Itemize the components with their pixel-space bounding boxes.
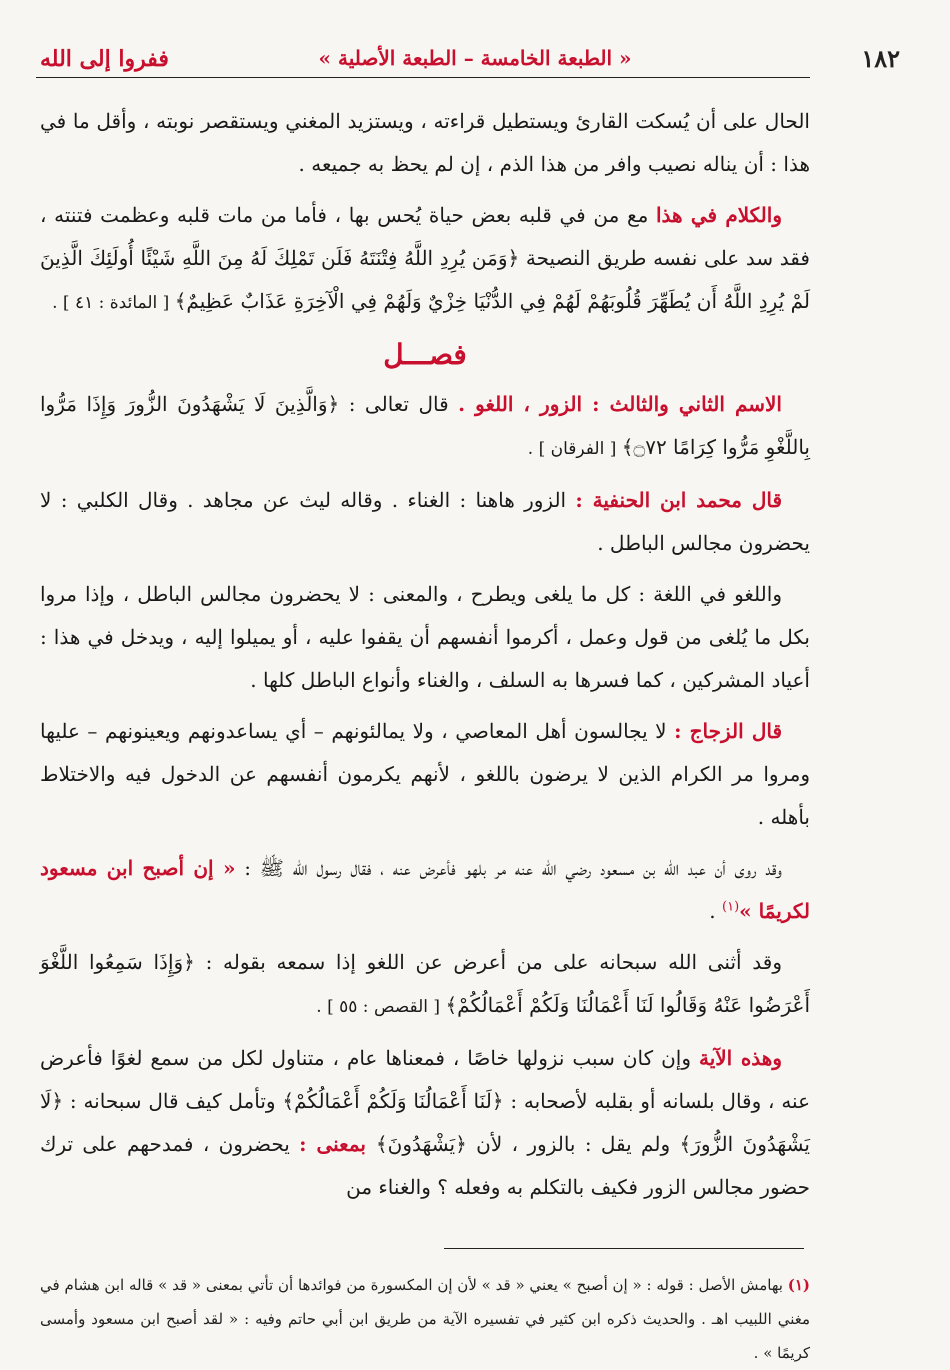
highlight-lead: الاسم الثاني والثالث : الزور ، اللغو . bbox=[458, 392, 782, 416]
section-title: فصـــل bbox=[383, 338, 467, 371]
paragraph: وهذه الآية وإن كان سبب نزولها خاصًا ، فمعناها عام ، متناول لكل من سمع لغوًا فأعرض عنه ، وقال بلسانه أو بقلبه لأصحابه : ﴿لَنَا أَعْمَالُنَا وَلَكُمْ أَعْمَالُكُمْ﴾ وتأمل كيف قال سبحانه : ﴿لَا يَشْهَدُونَ الزُّورَ﴾ ولم يقل : بالزور ، لأن ﴿يَشْهَدُونَ﴾ بمعنى : يحضرون ، فمدحهم على ترك حضور مجالس الزور فكيف بالتكلم به وفعله ؟ والغناء من bbox=[40, 1046, 811, 1199]
paragraph: قال محمد ابن الحنفية : الزور هاهنا : الغناء . وقاله ليث عن مجاهد . وقال الكلبي : لا يحضرون مجالس الباطل . bbox=[40, 488, 810, 555]
book-title: ففروا إلى الله bbox=[40, 46, 169, 72]
paragraph: واللغو في اللغة : كل ما يلغى ويطرح ، والمعنى : لا يحضرون مجالس الباطل ، وإذا مروا بكل ما يُلغى من قول وعمل ، أكرموا أنفسهم أن يقفوا عليه ، أو يميلوا إليه ، ويدخل في هذا : أعياد المشركين ، كما فسرها به السلف ، والغناء وأنواع الباطل كلها . bbox=[40, 582, 810, 692]
footnote-marker[interactable]: (١) bbox=[722, 899, 740, 915]
paragraph: وقد أثنى الله سبحانه على من أعرض عن اللغو إذا سمعه بقوله : ﴿وَإِذَا سَمِعُوا اللَّغْوَ أَعْرَضُوا عَنْهُ وَقَالُوا لَنَا أَعْمَالُنَا وَلَكُمْ أَعْمَالُكُمْ﴾ [ القصص : ٥٥ ] . bbox=[40, 950, 810, 1017]
paragraph: وقد روى أن عبد الله بن مسعود رضي الله عنه مر بلهو فأعرض عنه ، فقال رسول الله ﷺ : « إن أصبح ابن مسعود لكريمًا »$^{(١)}$ . bbox=[40, 856, 810, 923]
footnote-number: (١) bbox=[787, 1276, 810, 1294]
hadith-text: « إن أصبح ابن مسعود لكريمًا » bbox=[40, 856, 810, 923]
highlight-term: بمعنى : bbox=[299, 1132, 376, 1156]
verse-reference: [ الفرقان ] . bbox=[527, 439, 622, 459]
highlight-lead: وهذه الآية bbox=[698, 1046, 782, 1070]
quran-verse: ﴿وَإِذَا سَمِعُوا اللَّغْوَ أَعْرَضُوا عَنْهُ وَقَالُوا لَنَا أَعْمَالُنَا وَلَكُمْ أَعْمَالُكُمْ﴾ bbox=[40, 950, 810, 1017]
footnote-text: بهامش الأصل : قوله : « إن أصبح » يعني « قد » لأن إن المكسورة من فوائدها أن تأتي بمعنى « قد » قاله ابن هشام في مغني اللبيب اهـ . والحديث ذكره ابن كثير في تفسيره الآية من طريق ابن أبي حاتم وفيه : « لقد أصبح ابن مسعود وأمسى كريمًا » . bbox=[40, 1276, 810, 1362]
quran-verse: ﴿وَمَن يُرِدِ اللَّهُ فِتْنَتَهُ فَلَن تَمْلِكَ لَهُ مِنَ اللَّهِ شَيْئًا أُولَئِكَ الَّذِينَ لَمْ يُرِدِ اللَّهُ أَن يُطَهِّرَ قُلُوبَهُمْ لَهُمْ فِي الدُّنْيَا خِزْيٌ وَلَهُمْ فِي الْآخِرَةِ عَذَابٌ عَظِيمٌ﴾ bbox=[40, 246, 810, 313]
paragraph: قال الزجاج : لا يجالسون أهل المعاصي ، ولا يمالئونهم – أي يساعدونهم ويعينونهم – عليها ومروا مر الكرام الذين لا يرضون باللغو ، لأنهم يكرمون أنفسهم عن الدخول فيه والاختلاط بأهله . bbox=[40, 719, 810, 829]
paragraph: الاسم الثاني والثالث : الزور ، اللغو . قال تعالى : ﴿وَالَّذِينَ لَا يَشْهَدُونَ الزُّورَ وَإِذَا مَرُّوا بِاللَّغْوِ مَرُّوا كِرَامًا ۝٧٢﴾ [ الفرقان ] . bbox=[40, 392, 810, 459]
highlight-lead: والكلام في هذا bbox=[655, 203, 782, 227]
footnotes bbox=[40, 1268, 810, 1370]
paragraph: الحال على أن يُسكت القارئ ويستطيل قراءته ، ويستزيد المغني ويستقصر نوبته ، وأقل ما في هذا : أن يناله نصيب وافر من هذا الذم ، إن لم يحظ به جميعه . bbox=[40, 109, 810, 176]
page-number: ١٨٢ bbox=[861, 44, 900, 73]
quran-verse: ﴿لَنَا أَعْمَالُنَا وَلَكُمْ أَعْمَالُكُمْ﴾ bbox=[282, 1089, 504, 1113]
quran-verse: ﴿وَالَّذِينَ لَا يَشْهَدُونَ الزُّورَ وَإِذَا مَرُّوا بِاللَّغْوِ مَرُّوا كِرَامًا ۝٧٢﴾ bbox=[40, 392, 810, 459]
footnote-separator bbox=[444, 1248, 804, 1249]
verse-reference: [ القصص : ٥٥ ] . bbox=[316, 997, 446, 1017]
paragraph: والكلام في هذا مع من في قلبه بعض حياة يُحس بها ، فأما من مات قلبه وعظمت فتنته ، فقد سد على نفسه طريق النصيحة ﴿وَمَن يُرِدِ اللَّهُ فِتْنَتَهُ فَلَن تَمْلِكَ لَهُ مِنَ اللَّهِ شَيْئًا أُولَئِكَ الَّذِينَ لَمْ يُرِدِ اللَّهُ أَن يُطَهِّرَ قُلُوبَهُمْ لَهُمْ فِي الدُّنْيَا خِزْيٌ وَلَهُمْ فِي الْآخِرَةِ عَذَابٌ عَظِيمٌ﴾ [ المائدة : ٤١ ] . bbox=[40, 203, 810, 313]
edition-label: « الطبعة الخامسة – الطبعة الأصلية » bbox=[318, 46, 632, 70]
main-text bbox=[40, 100, 810, 1217]
quran-verse: ﴿لَا يَشْهَدُونَ الزُّورَ﴾ bbox=[40, 1089, 810, 1156]
page-header bbox=[40, 40, 910, 80]
highlight-lead: قال الزجاج : bbox=[674, 719, 783, 743]
highlight-lead: قال محمد ابن الحنفية : bbox=[575, 488, 783, 512]
header-rule bbox=[36, 77, 810, 78]
quran-verse: ﴿يَشْهَدُونَ﴾ bbox=[375, 1132, 467, 1156]
verse-reference: [ المائدة : ٤١ ] . bbox=[52, 293, 175, 313]
